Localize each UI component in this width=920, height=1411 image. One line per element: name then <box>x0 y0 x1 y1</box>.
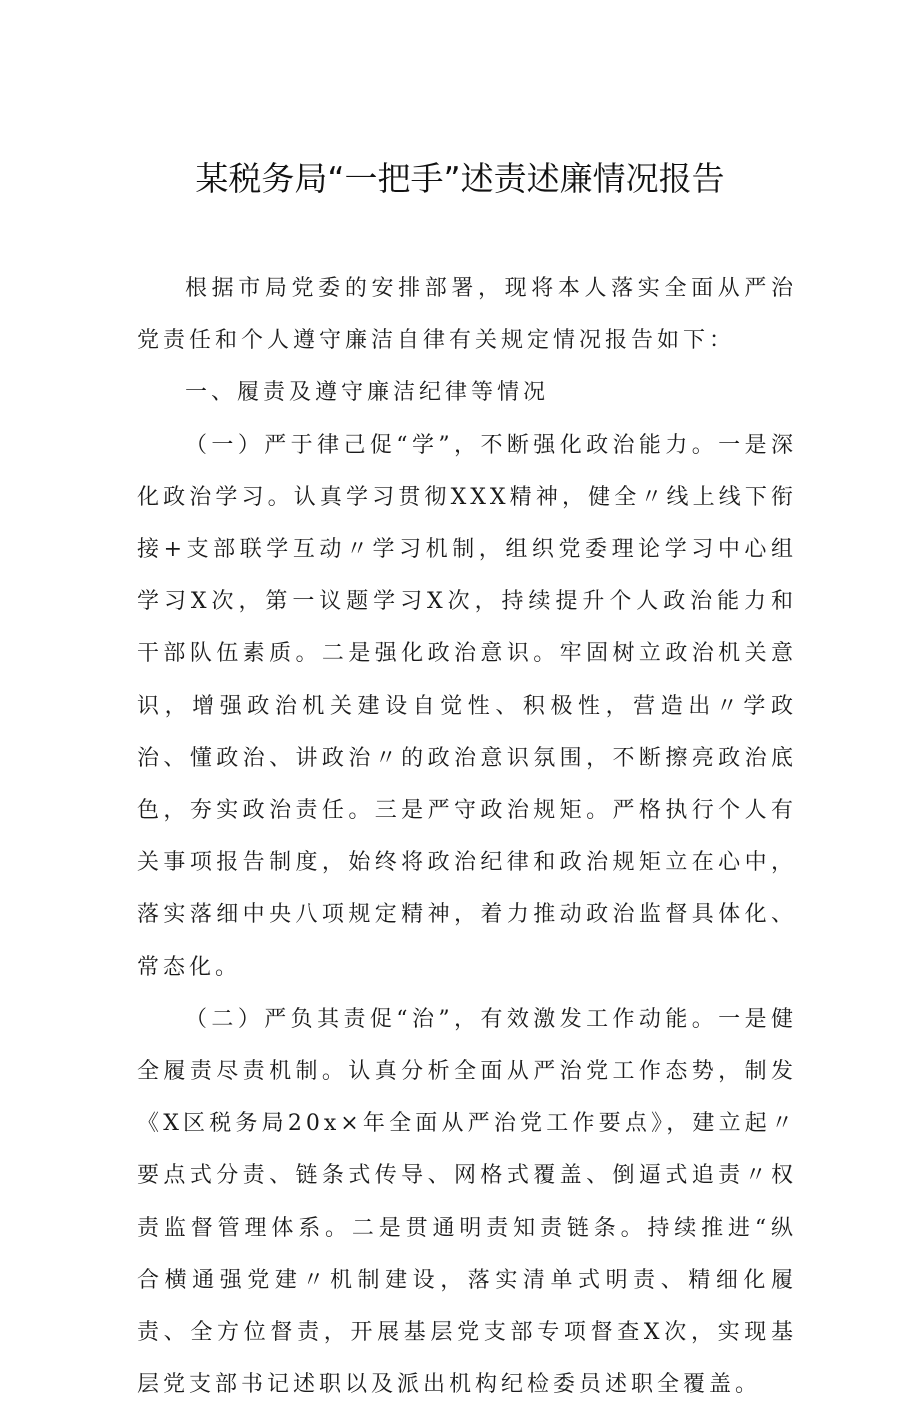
document-title: 某税务局“一把手”述责述廉情况报告 <box>195 159 725 198</box>
document-body <box>137 263 797 1411</box>
subsection-paragraph-2: （二）严负其责促“治”，有效激发工作动能。一是健全履责尽责机制。认真分析全面从严治党工作态势，制发《X区税务局20x×年全面从严治党工作要点》，建立起〃要点式分责、链条式传导、网格式覆盖、倒逼式追责〃权责监督管理体系。二是贯通明责知责链条。持续推进“纵合横通强党建〃机制建设，落实清单式明责、精细化履责、全方位督责，开展基层党支部专项督查X次，实现基层党支部书记述职以及派出机构纪检委员述职全覆盖。 <box>137 1006 797 1398</box>
subsection-paragraph-1: （一）严于律己促“学”，不断强化政治能力。一是深化政治学习。认真学习贯彻XXX精神，健全〃线上线下衔接+支部联学互动〃学习机制，组织党委理论学习中心组学习X次，第一议题学习X次，持续提升个人政治能力和干部队伍素质。二是强化政治意识。牢固树立政治机关意识，增强政治机关建设自觉性、积极性，营造出〃学政治、懂政治、讲政治〃的政治意识氛围，不断擦亮政治底色，夯实政治责任。三是严守政治规矩。严格执行个人有关事项报告制度，始终将政治纪律和政治规矩立在心中，落实落细中央八项规定精神，着力推动政治监督具体化、常态化。 <box>137 432 797 980</box>
section-heading-1: 一、履责及遵守廉洁纪律等情况 <box>185 380 550 406</box>
intro-paragraph: 根据市局党委的安排部署，现将本人落实全面从严治党责任和个人遵守廉洁自律有关规定情况报告如下： <box>137 276 797 354</box>
